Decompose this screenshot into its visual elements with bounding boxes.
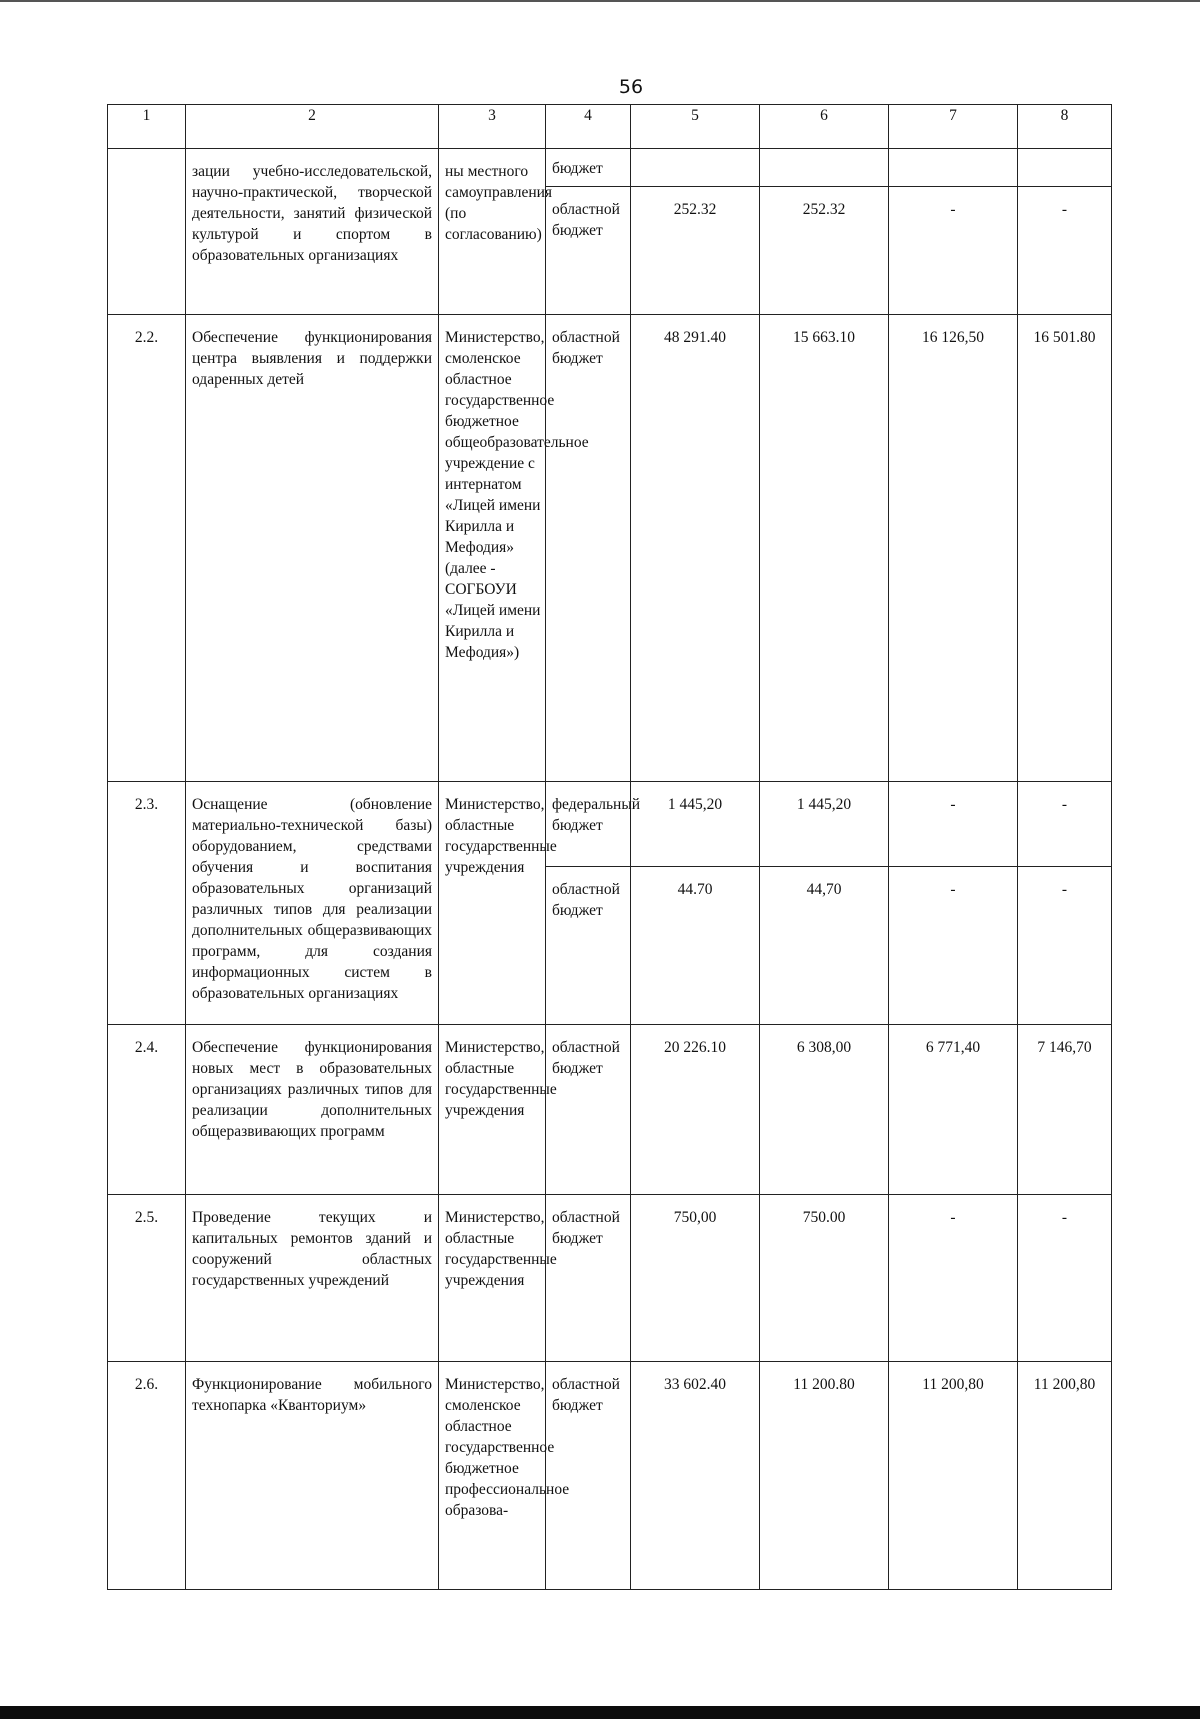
funding-source: областной бюджет (546, 187, 631, 315)
amount-year-2: - (889, 1195, 1018, 1362)
row-number: 2.2. (108, 315, 186, 782)
funding-source: областной бюджет (546, 1362, 631, 1590)
activity-description: Обеспечение функционирования новых мест в образовательных организациях различных типов для реализации дополнительных общеразвивающих программ (186, 1025, 439, 1195)
amount-year-3: - (1018, 1195, 1112, 1362)
amount-total: 48 291.40 (631, 315, 760, 782)
activity-description: Проведение текущих и капитальных ремонтов зданий и сооружений областных государственных учреждений (186, 1195, 439, 1362)
amount-year-1: 11 200.80 (760, 1362, 889, 1590)
amount-year-3: - (1018, 187, 1112, 315)
amount-year-2: 11 200,80 (889, 1362, 1018, 1590)
header-cell: 7 (889, 105, 1018, 149)
amount-year-1: 750.00 (760, 1195, 889, 1362)
amount-year-3 (1018, 149, 1112, 187)
amount-year-3: - (1018, 782, 1112, 867)
activity-description: Функционирование мобильного технопарка «Кванториум» (186, 1362, 439, 1590)
amount-year-2: - (889, 782, 1018, 867)
amount-total (631, 149, 760, 187)
amount-year-1: 44,70 (760, 867, 889, 1025)
table-row (108, 1195, 1112, 1362)
funding-source: областной бюджет (546, 315, 631, 782)
amount-year-2: 16 126,50 (889, 315, 1018, 782)
activity-description: Оснащение (обновление материально-технической базы) оборудованием, средствами обучения и воспитания образовательных организаций различных типов для реализации дополнительных общеразвивающих программ, для создания информационных систем в образовательных организациях (186, 782, 439, 1025)
amount-year-1: 252.32 (760, 187, 889, 315)
executor-cell: Министерство, областные государственные учреждения (439, 1025, 546, 1195)
amount-year-2 (889, 149, 1018, 187)
amount-year-3: - (1018, 867, 1112, 1025)
header-cell: 6 (760, 105, 889, 149)
amount-total: 20 226.10 (631, 1025, 760, 1195)
header-cell: 4 (546, 105, 631, 149)
header-cell: 1 (108, 105, 186, 149)
row-number: 2.5. (108, 1195, 186, 1362)
executor-cell: Министерство, областные государственные учреждения (439, 1195, 546, 1362)
executor-cell: ны местного самоуправления (по согласованию) (439, 149, 546, 315)
amount-total: 33 602.40 (631, 1362, 760, 1590)
amount-year-1: 6 308,00 (760, 1025, 889, 1195)
funding-source: федеральный бюджет (546, 782, 631, 867)
row-number: 2.3. (108, 782, 186, 1025)
amount-total: 750,00 (631, 1195, 760, 1362)
amount-year-2: - (889, 187, 1018, 315)
header-cell: 5 (631, 105, 760, 149)
funding-source: областной бюджет (546, 1195, 631, 1362)
scan-bottom-edge (0, 1706, 1200, 1719)
amount-total: 1 445,20 (631, 782, 760, 867)
row-number: 2.6. (108, 1362, 186, 1590)
amount-total: 44.70 (631, 867, 760, 1025)
header-cell: 3 (439, 105, 546, 149)
table-row (108, 1362, 1112, 1590)
table-row (108, 315, 1112, 782)
scan-top-edge (0, 0, 1200, 6)
executor-cell: Министерство, смоленское областное государственное бюджетное профессиональное образова- (439, 1362, 546, 1590)
table-row (108, 782, 1112, 867)
funding-source: областной бюджет (546, 867, 631, 1025)
amount-year-1 (760, 149, 889, 187)
header-cell: 8 (1018, 105, 1112, 149)
header-cell: 2 (186, 105, 439, 149)
amount-year-3: 16 501.80 (1018, 315, 1112, 782)
amount-year-2: - (889, 867, 1018, 1025)
activity-description: Обеспечение функционирования центра выявления и поддержки одаренных детей (186, 315, 439, 782)
table-row (108, 149, 1112, 187)
executor-cell: Министерство, смоленское областное государственное бюджетное общеобразовательное учреждение с интернатом «Лицей имени Кирилла и Мефодия» (далее - СОГБОУИ «Лицей имени Кирилла и Мефодия») (439, 315, 546, 782)
amount-total: 252.32 (631, 187, 760, 315)
amount-year-2: 6 771,40 (889, 1025, 1018, 1195)
activity-description: зации учебно-исследовательской, научно-практической, творческой деятельности, занятий физической культурой и спортом в образовательных организациях (186, 149, 439, 315)
funding-source: бюджет (546, 149, 631, 187)
amount-year-1: 1 445,20 (760, 782, 889, 867)
amount-year-3: 11 200,80 (1018, 1362, 1112, 1590)
table-row (108, 1025, 1112, 1195)
page-number: 56 (618, 76, 644, 98)
program-table (107, 104, 1112, 1590)
executor-cell: Министерство, областные государственные учреждения (439, 782, 546, 1025)
row-number: 2.4. (108, 1025, 186, 1195)
header-row (108, 105, 1112, 149)
amount-year-1: 15 663.10 (760, 315, 889, 782)
row-number (108, 149, 186, 315)
amount-year-3: 7 146,70 (1018, 1025, 1112, 1195)
funding-source: областной бюджет (546, 1025, 631, 1195)
